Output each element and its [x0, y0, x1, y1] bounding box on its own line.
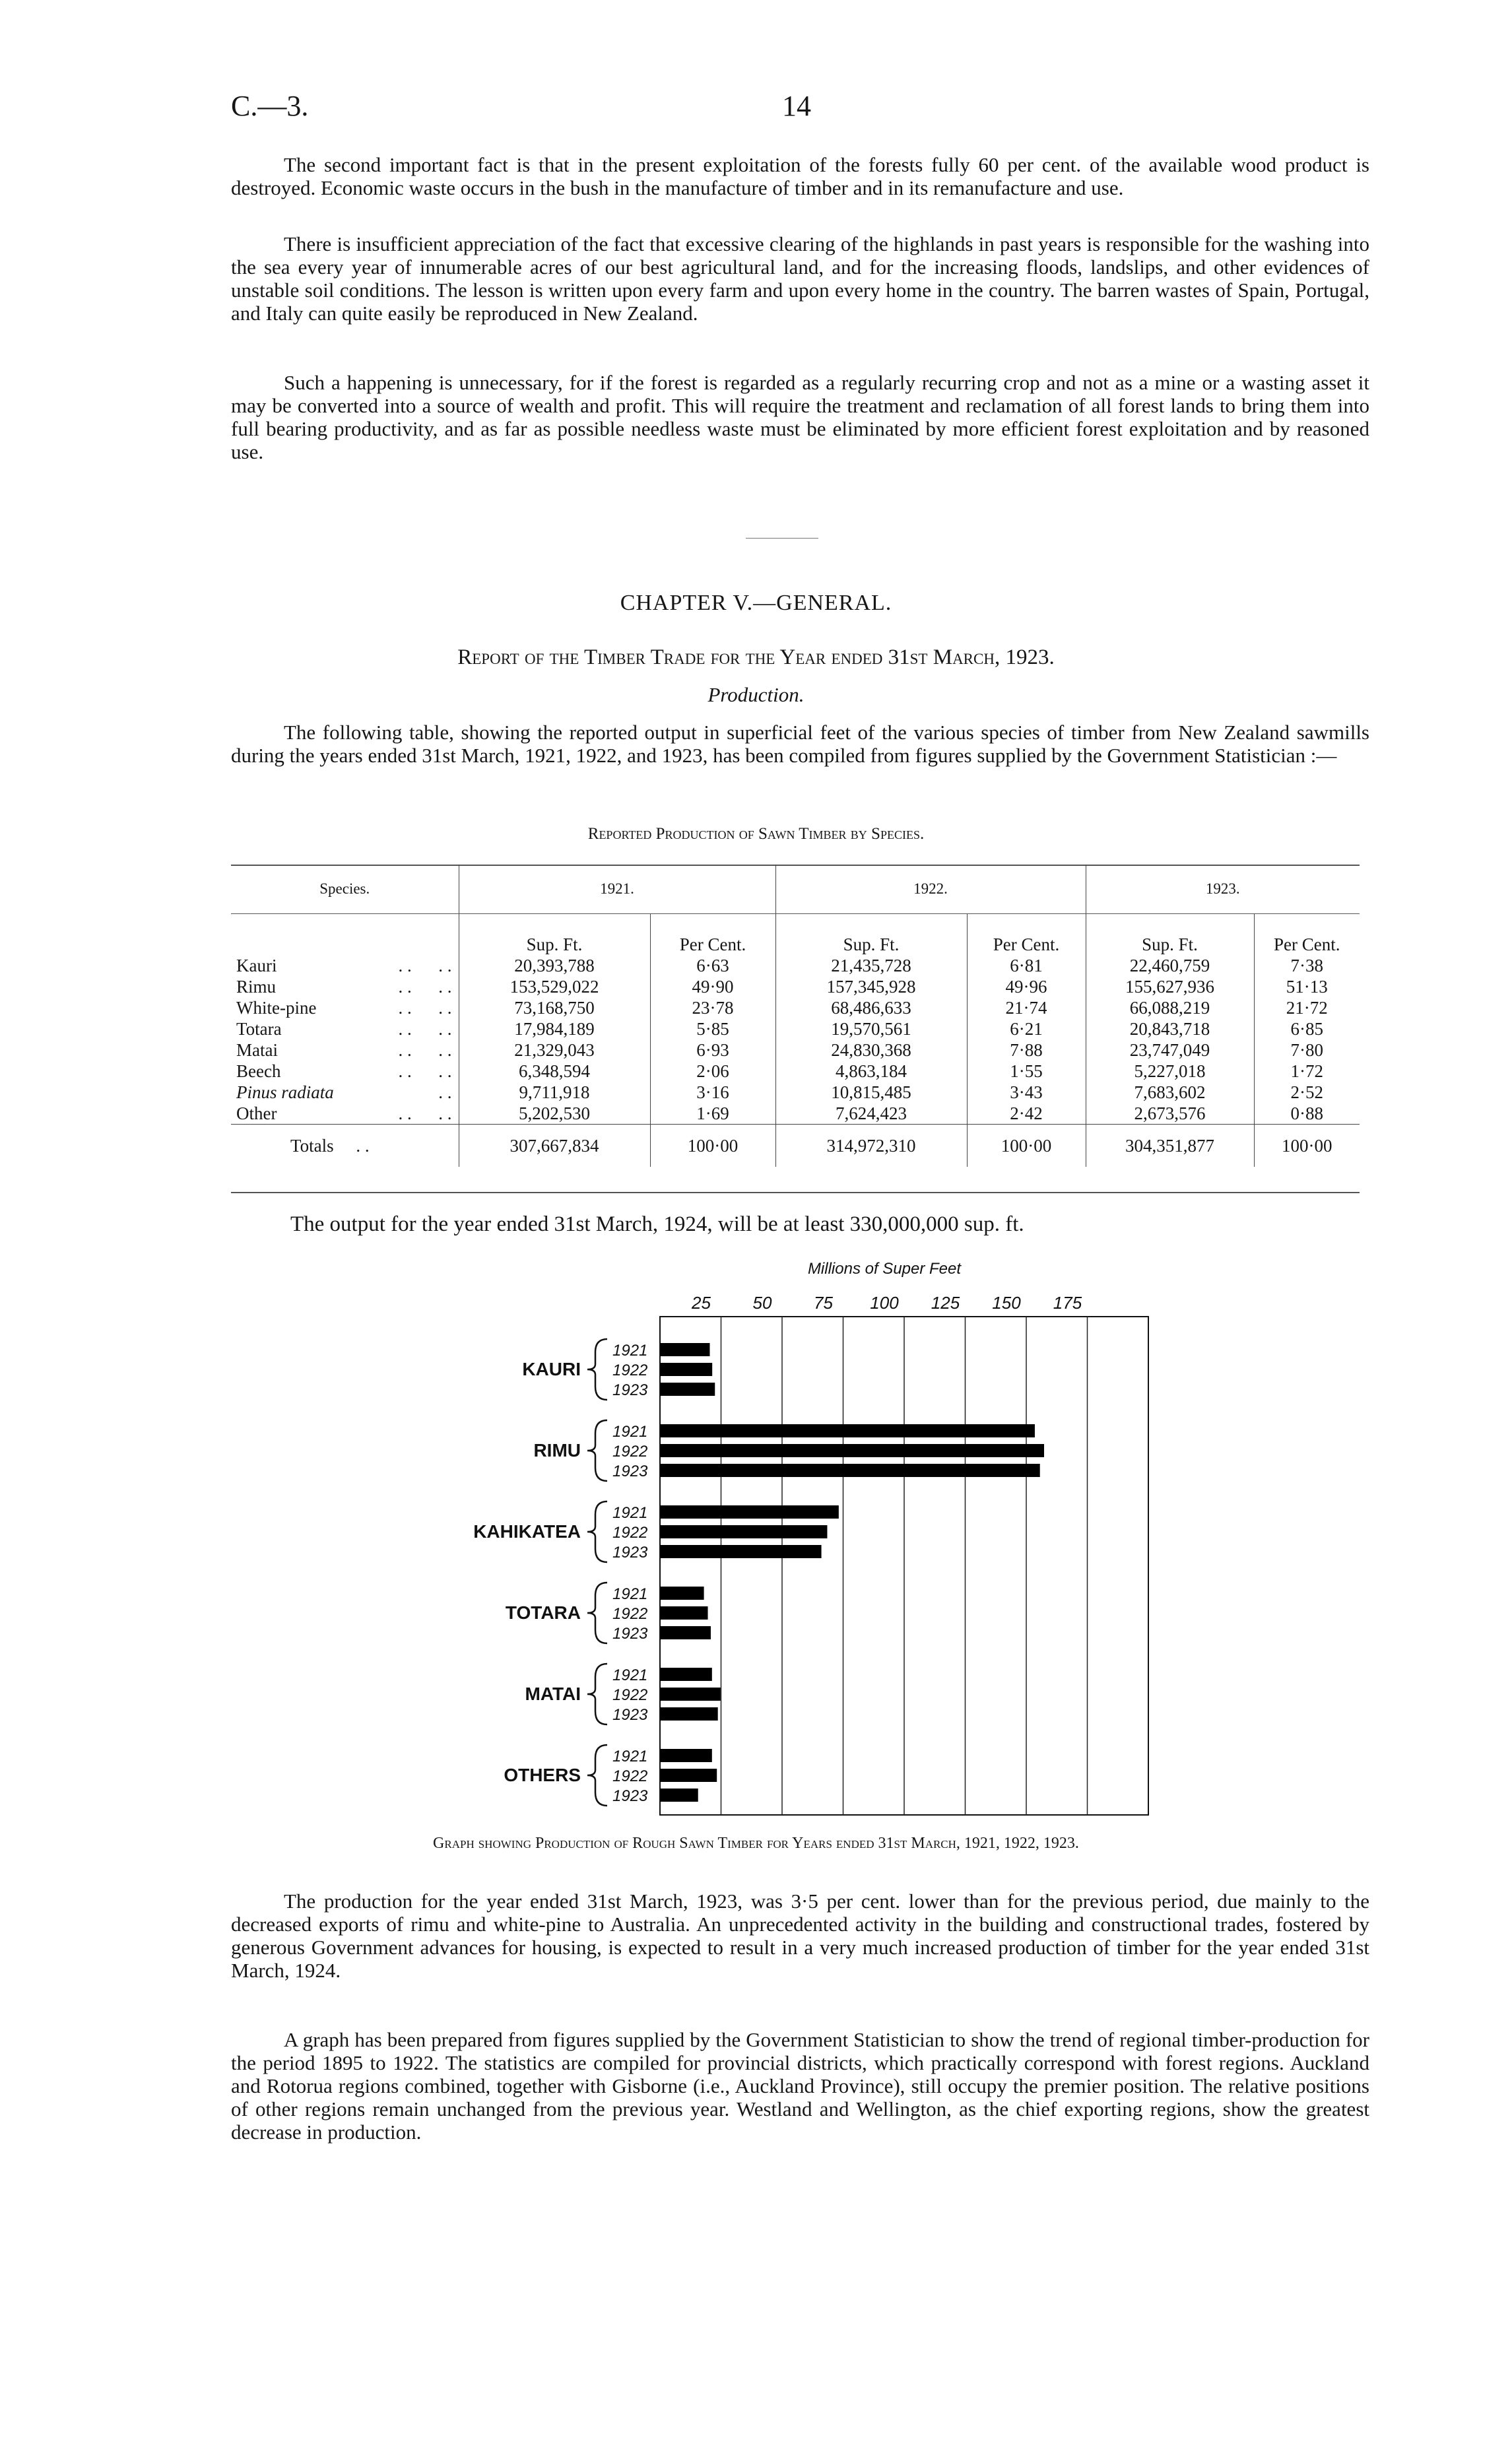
intro-paragraph-1: The second important fact is that in the present exploitation of the forests fully 60 per cent. of the available wood product is destroyed. Economic waste occurs in the bush in the manufacture of timber and in its remanufacture and use.: [231, 153, 1369, 199]
table-title: Reported Production of Sawn Timber by Species.: [587, 825, 925, 843]
value-1922: 4,863,184: [775, 1061, 967, 1082]
table-row: [231, 955, 1360, 976]
leader-dots: . . . .: [398, 956, 452, 975]
value-1923: 23,747,049: [1086, 1039, 1254, 1061]
totals-pct-1923: 100·00: [1254, 1125, 1360, 1167]
species-name: Pinus radiata: [236, 1082, 334, 1102]
forecast-sentence: The output for the year ended 31st March, 1924, will be at least 330,000,000 sup. ft.: [290, 1212, 1024, 1236]
closing-paragraph-1: The production for the year ended 31st March, 1923, was 3·5 per cent. lower than for the previous period, due mainly to the decreased exports of rimu and white-pine to Australia. An unprecedented activity in the building and constructional trades, fostered by generous Government advances for housing, is expected to result in a very much increased production of timber for the year ended 31st March, 1924.: [231, 1889, 1369, 1982]
totals-value-1922: 314,972,310: [775, 1125, 967, 1167]
totals-pct-1921: 100·00: [650, 1125, 775, 1167]
pct-1923: 21·72: [1254, 997, 1360, 1018]
value-1922: 7,624,423: [775, 1103, 967, 1125]
table-row: [231, 1103, 1360, 1125]
group-brace: [587, 1745, 607, 1806]
totals-label: Totals: [290, 1136, 334, 1156]
pct-1921: 3·16: [650, 1082, 775, 1103]
table-row: [231, 1061, 1360, 1082]
year-label: 1922: [612, 1524, 648, 1542]
production-table: [231, 865, 1360, 1167]
bar: [660, 1626, 711, 1639]
year-label: 1923: [612, 1381, 648, 1399]
species-name: Beech: [236, 1061, 281, 1081]
header-year-1923: 1923.: [1086, 865, 1360, 914]
section-heading: Production.: [707, 683, 805, 706]
x-tick-label: 25: [692, 1293, 711, 1313]
chart-title: Millions of Super Feet: [807, 1260, 962, 1278]
totals-pct-1922: 100·00: [967, 1125, 1086, 1167]
species-cell: [231, 1061, 459, 1082]
value-1922: 68,486,633: [775, 997, 967, 1018]
species-name: Kauri: [236, 956, 277, 975]
bar: [660, 1343, 709, 1356]
pct-1923: 7·80: [1254, 1039, 1360, 1061]
year-label: 1922: [612, 1686, 648, 1704]
bar: [660, 1424, 1035, 1437]
leader-dots: . . . .: [398, 1061, 452, 1081]
leader-dots: . . . .: [398, 1040, 452, 1060]
year-label: 1922: [612, 1362, 648, 1379]
pct-1921: 6·93: [650, 1039, 775, 1061]
bar: [660, 1464, 1040, 1477]
table-row: [231, 1082, 1360, 1103]
table-bottom-rule: [231, 1192, 1360, 1193]
table-row: [231, 976, 1360, 997]
category-label: RIMU: [533, 1440, 581, 1461]
bar: [660, 1525, 827, 1538]
value-1921: 21,329,043: [459, 1039, 650, 1061]
year-label: 1921: [612, 1748, 648, 1765]
pct-1923: 2·52: [1254, 1082, 1360, 1103]
year-label: 1922: [612, 1443, 648, 1461]
leader-dots: . . . .: [398, 1103, 452, 1123]
pct-1923: 6·85: [1254, 1018, 1360, 1039]
species-cell: [231, 1103, 459, 1125]
value-1922: 24,830,368: [775, 1039, 967, 1061]
group-brace: [587, 1339, 607, 1400]
value-1921: 6,348,594: [459, 1061, 650, 1082]
value-1922: 19,570,561: [775, 1018, 967, 1039]
bar: [660, 1505, 839, 1519]
year-label: 1921: [612, 1666, 648, 1684]
x-tick-label: 125: [931, 1293, 960, 1313]
bar: [660, 1789, 698, 1802]
species-name: Rimu: [236, 977, 277, 997]
intro-paragraph-3: Such a happening is unnecessary, for if the forest is regarded as a regularly recurring crop and not as a mine or a wasting asset it may be converted into a source of wealth and profit. This will require the treatment and reclamation of all forest lands to bring them into full bearing productivity, and as far as possible needless waste must be eliminated by more efficient forest exploitation and by reasoned use.: [231, 371, 1369, 463]
value-1921: 153,529,022: [459, 976, 650, 997]
production-bar-chart: [449, 1254, 1175, 1848]
species-name: Totara: [236, 1019, 282, 1039]
year-label: 1921: [612, 1504, 648, 1522]
document-code: C.—3.: [231, 90, 309, 122]
value-1921: 73,168,750: [459, 997, 650, 1018]
totals-dots: . .: [356, 1136, 370, 1156]
category-label: TOTARA: [505, 1602, 581, 1623]
pct-1922: 49·96: [967, 976, 1086, 997]
pct-1923: 1·72: [1254, 1061, 1360, 1082]
header-species: Species.: [231, 865, 459, 914]
bar: [660, 1363, 712, 1376]
subheader-sup: Sup. Ft.: [459, 914, 650, 956]
pct-1922: 1·55: [967, 1061, 1086, 1082]
species-cell: [231, 976, 459, 997]
pct-1921: 6·63: [650, 955, 775, 976]
intro-paragraph-2: There is insufficient appreciation of the fact that excessive clearing of the highlands in past years is responsible for the washing into the sea every year of innumerable acres of our best agricultural land, and for the increasing floods, landslips, and other evidences of unstable soil conditions. The lesson is written upon every farm and upon every home in the country. The barren wastes of Spain, Portugal, and Italy can quite easily be reproduced in New Zealand.: [231, 232, 1369, 325]
pct-1922: 7·88: [967, 1039, 1086, 1061]
value-1921: 9,711,918: [459, 1082, 650, 1103]
table-row: [231, 1018, 1360, 1039]
header-year-1922: 1922.: [775, 865, 1086, 914]
table-row: [231, 1039, 1360, 1061]
x-tick-label: 175: [1053, 1293, 1082, 1313]
year-label: 1921: [612, 1423, 648, 1441]
value-1923: 5,227,018: [1086, 1061, 1254, 1082]
totals-value-1921: 307,667,834: [459, 1125, 650, 1167]
bar: [660, 1668, 712, 1681]
subheader-pct: Per Cent.: [650, 914, 775, 956]
bar: [660, 1383, 715, 1396]
year-label: 1923: [612, 1625, 648, 1643]
value-1923: 155,627,936: [1086, 976, 1254, 997]
species-cell: [231, 997, 459, 1018]
value-1923: 22,460,759: [1086, 955, 1254, 976]
group-brace: [587, 1583, 607, 1643]
chart-caption: Graph showing Production of Rough Sawn Timber for Years ended 31st March, 1921, 1922, 1923.: [433, 1835, 1079, 1852]
x-tick-label: 150: [992, 1293, 1021, 1313]
leader-dots: . . . .: [398, 977, 452, 997]
species-cell: [231, 1082, 459, 1103]
group-brace: [587, 1501, 607, 1562]
year-label: 1923: [612, 1544, 648, 1561]
pct-1922: 2·42: [967, 1103, 1086, 1125]
pct-1921: 2·06: [650, 1061, 775, 1082]
pct-1921: 23·78: [650, 997, 775, 1018]
species-name: Other: [236, 1103, 277, 1123]
pct-1922: 6·21: [967, 1018, 1086, 1039]
value-1921: 17,984,189: [459, 1018, 650, 1039]
value-1923: 66,088,219: [1086, 997, 1254, 1018]
year-label: 1922: [612, 1605, 648, 1623]
section-divider: [746, 538, 818, 539]
value-1921: 20,393,788: [459, 955, 650, 976]
pct-1921: 5·85: [650, 1018, 775, 1039]
x-tick-label: 75: [814, 1293, 833, 1313]
pct-1922: 3·43: [967, 1082, 1086, 1103]
category-label: KAHIKATEA: [473, 1521, 581, 1542]
pct-1921: 1·69: [650, 1103, 775, 1125]
leader-dots: . .: [438, 1082, 452, 1102]
value-1923: 2,673,576: [1086, 1103, 1254, 1125]
value-1923: 7,683,602: [1086, 1082, 1254, 1103]
group-brace: [587, 1420, 607, 1481]
value-1922: 10,815,485: [775, 1082, 967, 1103]
group-brace: [587, 1664, 607, 1724]
bar: [660, 1444, 1044, 1457]
production-intro: The following table, showing the reported output in superficial feet of the various species of timber from New Zealand sawmills during the years ended 31st March, 1921, 1922, and 1923, has been compiled from figures supplied by the Government Statistician :—: [231, 721, 1369, 767]
subheader-pct: Per Cent.: [1254, 914, 1360, 956]
subheader-pct: Per Cent.: [967, 914, 1086, 956]
bar: [660, 1749, 712, 1762]
chapter-subtitle: Report of the Timber Trade for the Year ended 31st March, 1923.: [457, 645, 1055, 669]
category-label: KAURI: [522, 1359, 581, 1379]
subheader-sup: Sup. Ft.: [775, 914, 967, 956]
totals-value-1923: 304,351,877: [1086, 1125, 1254, 1167]
pct-1923: 7·38: [1254, 955, 1360, 976]
pct-1922: 6·81: [967, 955, 1086, 976]
bar: [660, 1769, 717, 1782]
x-tick-label: 50: [752, 1293, 772, 1313]
x-tick-label: 100: [870, 1293, 899, 1313]
category-label: MATAI: [525, 1684, 581, 1704]
bar: [660, 1545, 822, 1558]
year-label: 1922: [612, 1767, 648, 1785]
page-number: 14: [782, 90, 811, 122]
category-label: OTHERS: [504, 1765, 581, 1785]
species-cell: [231, 955, 459, 976]
pct-1922: 21·74: [967, 997, 1086, 1018]
closing-paragraph-2: A graph has been prepared from figures supplied by the Government Statistician to show the trend of regional timber-production for the period 1895 to 1922. The statistics are compiled for provincial districts, which practically correspond with forest regions. Auckland and Rotorua regions combined, together with Gisborne (i.e., Auckland Province), still occupy the premier position. The relative positions of other regions remain unchanged from the previous year. Westland and Wellington, as the chief exporting regions, show the greatest decrease in production.: [231, 2028, 1369, 2144]
pct-1923: 51·13: [1254, 976, 1360, 997]
bar: [660, 1707, 718, 1721]
species-cell: [231, 1018, 459, 1039]
species-cell: [231, 1039, 459, 1061]
leader-dots: . . . .: [398, 1019, 452, 1039]
pct-1921: 49·90: [650, 976, 775, 997]
pct-1923: 0·88: [1254, 1103, 1360, 1125]
species-name: White-pine: [236, 998, 317, 1018]
year-label: 1923: [612, 1706, 648, 1724]
year-label: 1921: [612, 1342, 648, 1360]
bar: [660, 1587, 704, 1600]
subheader-sup: Sup. Ft.: [1086, 914, 1254, 956]
bar: [660, 1606, 708, 1620]
year-label: 1921: [612, 1585, 648, 1603]
year-label: 1923: [612, 1462, 648, 1480]
species-name: Matai: [236, 1040, 278, 1060]
value-1922: 157,345,928: [775, 976, 967, 997]
value-1921: 5,202,530: [459, 1103, 650, 1125]
header-year-1921: 1921.: [459, 865, 775, 914]
value-1923: 20,843,718: [1086, 1018, 1254, 1039]
leader-dots: . . . .: [398, 998, 452, 1018]
bar: [660, 1688, 721, 1701]
year-label: 1923: [612, 1787, 648, 1805]
table-row: [231, 997, 1360, 1018]
value-1922: 21,435,728: [775, 955, 967, 976]
totals-label-cell: [231, 1125, 459, 1167]
chapter-title: CHAPTER V.—GENERAL.: [620, 591, 892, 615]
